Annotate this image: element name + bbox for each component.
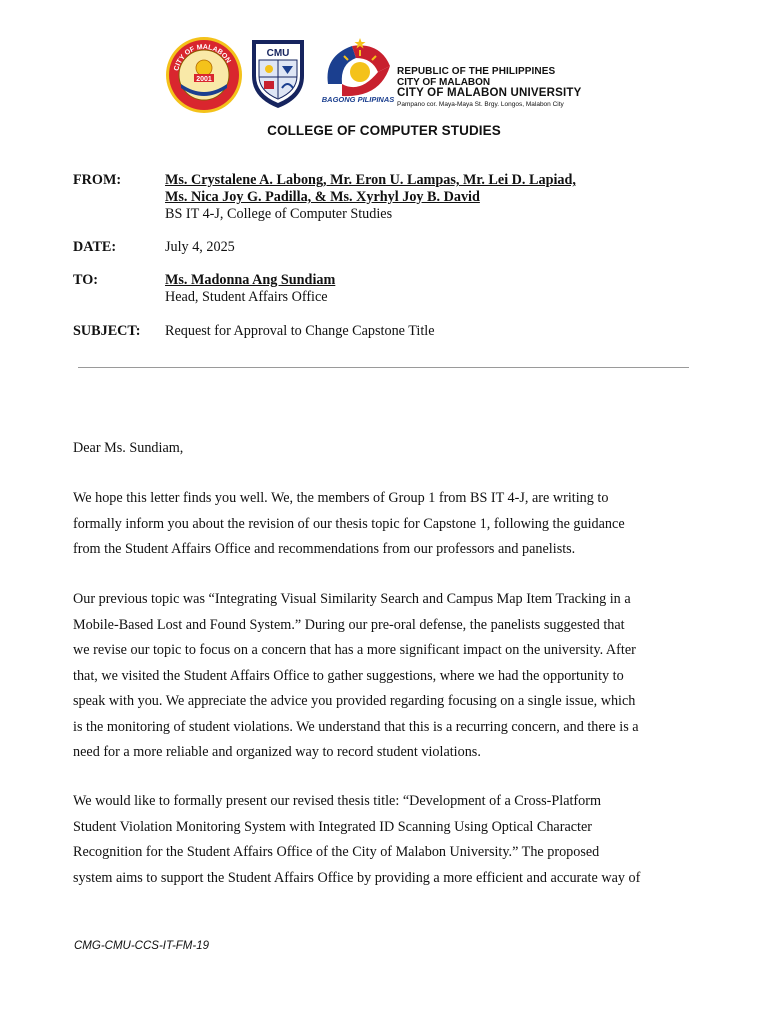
header-divider xyxy=(78,367,689,368)
paragraph-line: Mobile-Based Lost and Found System.” During our pre-oral defense, the panelists suggested that xyxy=(73,616,625,633)
paragraph-line: we revise our topic to focus on a concern that has a more significant impact on the university. After xyxy=(73,642,636,658)
paragraph-line: that, we visited the Student Affairs Office to gather suggestions, where we had the opportunity to xyxy=(73,667,624,684)
paragraph-line: speak with you. We appreciate the advice you provided regarding focusing on a single issue, which xyxy=(73,693,636,709)
cmu-shield-logo xyxy=(249,36,307,110)
seal-year: 2001 xyxy=(196,76,212,83)
city-text: CITY OF MALABON xyxy=(397,77,491,88)
university-name: CITY OF MALABON UNIVERSITY xyxy=(397,87,582,99)
paragraph-line: need for a more reliable and organized way to record student violations. xyxy=(73,744,481,760)
subject-value: Request for Approval to Change Capstone Title xyxy=(165,323,435,339)
institution-header xyxy=(397,66,582,110)
paragraph-line: formally inform you about the revision of our thesis topic for Capstone 1, following the guidance xyxy=(73,515,625,532)
paragraph-line: Our previous topic was “Integrating Visual Similarity Search and Campus Map Item Tracking in a xyxy=(73,591,631,607)
to-title: Head, Student Affairs Office xyxy=(165,289,328,305)
to-name: Ms. Madonna Ang Sundiam xyxy=(165,272,336,288)
cmu-logo-text: CMU xyxy=(266,48,290,59)
date-label: DATE: xyxy=(73,239,117,255)
from-names-line1: Ms. Crystalene A. Labong, Mr. Eron U. Lampas, Mr. Lei D. Lapiad, xyxy=(165,172,576,188)
paragraph-line: Student Violation Monitoring System with Integrated ID Scanning Using Optical Character xyxy=(73,818,593,835)
paragraph-line: system aims to support the Student Affairs Office by providing a more efficient and accurate way of xyxy=(73,869,641,886)
paragraph-line: We hope this letter finds you well. We, the members of Group 1 from BS IT 4-J, are writing to xyxy=(73,490,609,506)
republic-text: REPUBLIC OF THE PHILIPPINES xyxy=(397,66,556,77)
subject-label: SUBJECT: xyxy=(73,323,141,339)
to-label: TO: xyxy=(73,272,98,288)
from-section: BS IT 4-J, College of Computer Studies xyxy=(165,206,393,222)
bagong-pilipinas-text: BAGONG PILIPINAS xyxy=(321,95,395,104)
city-of-malabon-seal xyxy=(165,36,243,114)
from-label: FROM: xyxy=(73,172,122,188)
college-title: COLLEGE OF COMPUTER STUDIES xyxy=(267,123,501,138)
university-address: Pampano cor. Maya-Maya St. Brgy. Longos, Malabon City xyxy=(397,101,564,108)
from-names-line2: Ms. Nica Joy G. Padilla, & Ms. Xyrhyl Joy B. David xyxy=(165,189,480,205)
paragraph-line: is the monitoring of student violations. We understand that this is a recurring concern, and there is a xyxy=(73,718,639,735)
paragraph-line: Recognition for the Student Affairs Office of the City of Malabon University.” The proposed xyxy=(73,844,600,860)
salutation: Dear Ms. Sundiam, xyxy=(73,440,184,456)
form-code: CMG-CMU-CCS-IT-FM-19 xyxy=(74,940,210,952)
paragraph-line: We would like to formally present our revised thesis title: “Development of a Cross-Platform xyxy=(73,793,602,809)
paragraph-line: from the Student Affairs Office and recommendations from our professors and panelists. xyxy=(73,541,576,557)
svg-text:CITY OF MALABON: CITY OF MALABON xyxy=(173,43,232,72)
date-value: July 4, 2025 xyxy=(165,239,235,255)
